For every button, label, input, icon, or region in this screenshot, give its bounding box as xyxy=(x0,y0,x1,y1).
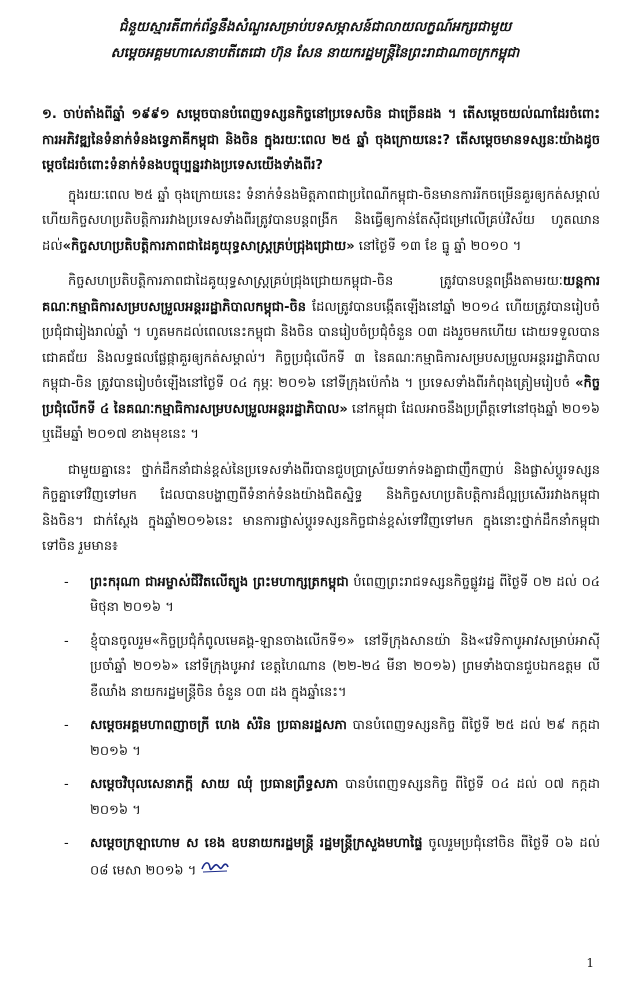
page-number: 1 xyxy=(586,956,594,970)
list-item-bold: ព្រះករុណា ជាអម្ចាស់ជីវិតលើត្បូង ព្រះមហាក្សត្រកម្ពុជា xyxy=(90,574,349,590)
list-item xyxy=(90,831,600,884)
paragraph-2-bold-1: យន្តការគណៈកម្មាធិការសម្របសម្រួលអន្តររដ្ឋាភិបាលកម្ពុជា-ចិន xyxy=(42,274,600,315)
list-item xyxy=(90,629,600,706)
list-item xyxy=(90,713,600,764)
document-title xyxy=(24,14,606,66)
paragraph-2-mid: ដែលត្រូវបានបង្កើតឡើងនៅឆ្នាំ ២០១៤ ហើយត្រូវបានរៀបចំប្រជុំជារៀងរាល់ឆ្នាំ ។ ហូតមកដល់ពេលនេះកម្ពុជា និងចិន បានរៀបចំប្រជុំចំនួន ០៣ ដងរួចមកហើយ ដោយទទួលបានជោគជ័យ និងលទ្ធផលផ្លែផ្កាគួរឲ្យកត់សម្គាល់។ កិច្ចប្រជុំលើកទី ៣ នៃគណៈកម្មាធិការសម្របសម្រួលអន្តររដ្ឋាភិបាលកម្ពុជា-ចិន ត្រូវបានរៀបចំឡើងនៅថ្ងៃទី ០៤ កុម្ភៈ ២០១៦ នៅទីក្រុងប៉េកាំង ។ ប្រទេសទាំងពីរកំពុងត្រៀមរៀបចំ xyxy=(42,299,600,391)
handwritten-initial-mark xyxy=(200,857,230,885)
visits-list xyxy=(42,570,600,885)
paragraph-2-bold-2: «កិច្ចប្រជុំលើកទី ៤ នៃគណៈកម្មាធិការសម្របសម្រួលអន្តររដ្ឋាភិបាល» xyxy=(42,376,600,417)
title-line-2: សម្ដេចអគ្គមហាសេនាបតីតេជោ ហ៊ុន សែន នាយករដ្ឋមន្ត្រីនៃព្រះរាជាណាចក្រកម្ពុជា xyxy=(110,45,520,61)
paragraph-2-tail: នៅកម្ពុជា ដែលអាចនឹងប្រព្រឹត្តទៅនៅចុងឆ្នាំ ២០១៦ ឬដើមឆ្នាំ ២០១៧ ខាងមុខនេះ ។ xyxy=(42,401,600,442)
list-item-bold: សម្ដេចក្រឡាហោម ស ខេង ឧបនាយករដ្ឋមន្ត្រី រដ្ឋមន្ត្រីក្រសួងមហាផ្ទៃ xyxy=(90,836,423,851)
paragraph-2-text: កិច្ចសហប្រតិបត្តិការភាពជាដៃគូយុទ្ធសាស្ត្រគ្រប់ជ្រុងជ្រោយកម្ពុជា-ចិន ត្រូវបានបន្តពង្រឹងតាមរយៈ xyxy=(68,274,563,289)
list-item-text: បានបំពេញទស្សនកិច្ច ពីថ្ងៃទី ២៥ ដល់ ២៩ កក្កដា ២០១៦ ។ xyxy=(90,718,600,759)
question-1: ១. ចាប់តាំងពីឆ្នាំ ១៩៩១ សម្ដេចបានបំពេញទស្សនកិច្ចនៅប្រទេសចិន ជាច្រើនដង ។ តើសម្ដេចយល់ណាដែរចំពោះការអភិវឌ្ឍនៃទំនាក់ទំនងទ្វេភាគីកម្ពុជា និងចិន ក្នុងរយៈពេល ២៥ ឆ្នាំ ចុងក្រោយនេះ? តើសម្ដេចមានទស្សនៈយ៉ាងដូចម្ដេចដែរចំពោះទំនាក់ទំនងបច្ចុប្បន្នរវាងប្រទេសយើងទាំងពីរ? xyxy=(42,107,600,173)
list-item-text: ចូលរួមប្រជុំនៅចិន ពីថ្ងៃទី ០៦ ដល់ ០៨ មេសា ២០១៦ ។ xyxy=(90,836,600,878)
list-item-bold: សម្ដេចអគ្គមហាពញាចក្រី ហេង សំរិន ប្រធានរដ្ឋសភា xyxy=(90,718,347,733)
list-item xyxy=(90,570,600,621)
paragraph-3: ជាមួយគ្នានេះ ថ្នាក់ដឹកនាំជាន់ខ្ពស់នៃប្រទេសទាំងពីរបានជួបប្រាស្រ័យទាក់ទងគ្នាជាញឹកញាប់ និងផ្លាស់ប្ដូរទស្សនកិច្ចគ្នាទៅវិញទៅមក ដែលបានបង្ហាញពីទំនាក់ទំនងយ៉ាងជិតស្និទ្ធ និងកិច្ចសហប្រតិបត្តិការដ៏ល្អប្រសើររវាងកម្ពុជា និងចិន។ ជាក់ស្ដែង ក្នុងឆ្នាំ២០១៦នេះ មានការផ្លាស់ប្ដូរទស្សនកិច្ចជាន់ខ្ពស់ទៅវិញទៅមក ក្នុងនោះថ្នាក់ដឹកនាំកម្ពុជា ទៅចិន រួមមាន៖ xyxy=(42,462,600,554)
title-line-1: ជំនួយស្មារតីពាក់ព័ន្ធនឹងសំណួរសម្រាប់បទសម្ភាសន៍ជាលាយលក្ខណ៍អក្សរជាមួយ xyxy=(118,19,512,35)
paragraph-2 xyxy=(42,269,600,448)
paragraph-1-tail: នៅថ្ងៃទី ១៣ ខែ ធ្នូ ឆ្នាំ ២០១០ ។ xyxy=(354,238,522,254)
paragraph-1-text: ក្នុងរយៈពេល ២៥ ឆ្នាំ ចុងក្រោយនេះ ទំនាក់ទំនងមិត្តភាពជាប្រពៃណីកម្ពុជា-ចិនមានការរីកចម្រើនគួរឲ្យកត់សម្គាល់ ហើយកិច្ចសហប្រតិបត្តិការរវាងប្រទេសទាំងពីរត្រូវបានបន្តពង្រីក និងធ្វើឲ្យកាន់តែស៊ីជម្រៅលើគ្រប់វិស័យ ហូតឈានដល់ xyxy=(42,187,600,254)
list-item-text: បំពេញព្រះរាជទស្សនកិច្ចផ្លូវរដ្ឋ ពីថ្ងៃទី ០២ ដល់ ០៤ មិថុនា ២០១៦ ។ xyxy=(90,574,600,615)
list-item-bold: សម្ដេចវិបុលសេនាភក្ដី សាយ ឈុំ ប្រធានព្រឹទ្ធសភា xyxy=(90,777,339,792)
document-body xyxy=(42,102,600,892)
paragraph-1 xyxy=(42,183,600,260)
list-item-text: ខ្ញុំបានចូលរួម«កិច្ចប្រជុំកំពូលមេគង្គ-ឡានចាងលើកទី១» នៅទីក្រុងសានយ៉ា និង«វេទិកាបូអាវសម្រាប់អាស៊ី ប្រចាំឆ្នាំ ២០១៦» នៅទីក្រុងបូអាវ ខេត្តហៃណាន (២២-២៤ មីនា ២០១៦) ព្រមទាំងបានជួបឯកឧត្ដម លី ខឺឈាំង នាយករដ្ឋមន្ត្រីចិន ចំនួន ០៣ ដង ក្នុងឆ្នាំនេះ។ xyxy=(90,633,600,700)
list-item xyxy=(90,772,600,823)
list-item-text: បានបំពេញទស្សនកិច្ច ពីថ្ងៃទី ០៤ ដល់ ០៧ កក្កដា ២០១៦ ។ xyxy=(90,777,600,818)
paragraph-1-bold: «កិច្ចសហប្រតិបត្តិការភាពជាដៃគូយុទ្ធសាស្ត្រគ្រប់ជ្រុងជ្រោយ» xyxy=(62,238,355,254)
